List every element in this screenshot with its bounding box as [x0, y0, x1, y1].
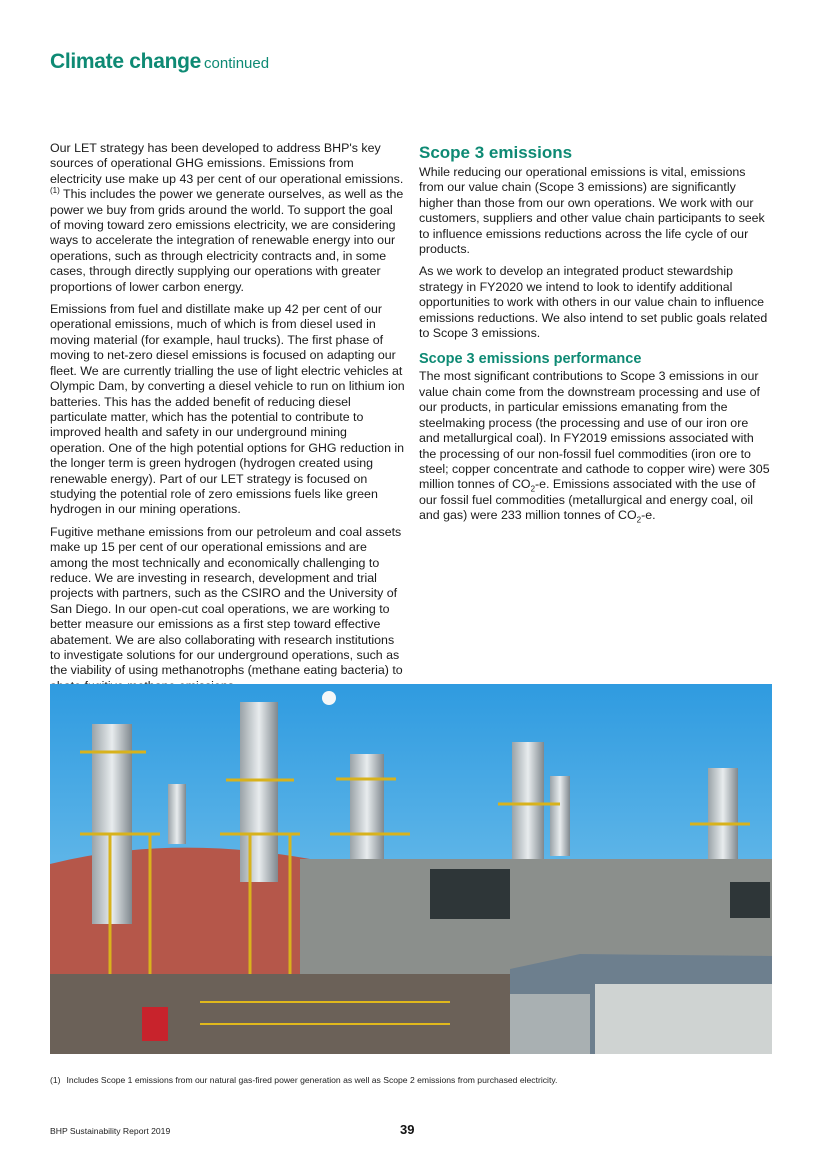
paragraph-scope3-intro: While reducing our operational emissions is vital, emissions from our value chain (Scope 3 emissions) are significantly higher than those from our own operations. We work with our customers, suppliers and other value chain participants to seek to influence emissions reductions across the life cycle of our products. [419, 165, 765, 257]
section-subtitle: continued [204, 55, 270, 72]
footnote-number: (1) [50, 1075, 61, 1085]
paragraph-scope3-performance: The most significant contributions to Scope 3 emissions in our value chain come from the downstream processing and use of our products, in particular emissions emanating from the steelmaking process (the processing and use of our iron ore and metallurgical coal). In FY2019 emissions associated with the processing of our non-fossil fuel commodities (iron ore to steel; copper concentrate and cathode to copper wire) were 305 million tonnes of $CO_2-e$. Emissions associated with the use of our fossil fuel commodities (metallurgical and energy coal, oil and gas) were 233 million tonnes of $CO_2-e$. [419, 369, 770, 525]
footnote-ref[interactable]: (1) [50, 186, 60, 196]
paragraph-electricity: Our LET strategy has been developed to address BHP's key sources of operational GHG emissions. Emissions from electricity use make up 43 per cent of our operational emissions.$^{(1)}$ This includes the power we generate ourselves, as well as the power we buy from grids around the world. To support the goal of moving toward zero emissions electricity, we are considering ways to accelerate the integration of renewable energy into our operations, such as through electricity contracts and, in some cases, through directly supplying our operations with greater proportions of lower carbon energy. [50, 141, 404, 294]
paragraph-fugitive-methane: Fugitive methane emissions from our petroleum and coal assets make up 15 per cent of our operational emissions and are among the most technically and economically challenging to reduce. We are investing in research, development and trial projects with partners, such as the CSIRO and the University of San Diego. In our open-cut coal operations, we are working to better measure our emissions as a first step toward effective abatement. We are also collaborating with research institutions to investigate solutions for our underground operations, such as the viability of using methanotrophs (methane eating bacteria) to [50, 524, 403, 678]
scope3-heading: Scope 3 emissions [419, 143, 573, 162]
footer-report-title: BHP Sustainability Report 2019 [50, 1126, 171, 1136]
footnote [50, 1075, 557, 1085]
scope3-performance-heading: Scope 3 emissions performance [419, 351, 642, 368]
paragraph-product-stewardship: As we work to develop an integrated product stewardship strategy in FY2020 we intend to look to identify additional opportunities to work with others in our value chain to influence emissions reductions. We also intend to set public goals related to Scope 3 emissions. [419, 264, 768, 341]
paragraph-fuel-distillate: Emissions from fuel and distillate make up 42 per cent of our operational emissions, much of which is from diesel used in moving material (for example, haul trucks). The first phase of moving to net-zero diesel emissions is focused on adapting our fleet. We are currently trialling the use of light electric vehicles at Olympic Dam, by converting a diesel vehicle to run on lithium ion batteries. This has the added benefit of reducing diesel particulate matter, which has the potential to contribute to improved health and safety in our underground mining operation. One of the high potential options for GHG reduction in the longer term is green hydrogen (hydrogen created using renewable energy). Part of our LET strategy is focused on studying the potential role of zero emissions fuels like green hydrogen in our mining operations. [50, 302, 405, 517]
page-number: 39 [400, 1122, 415, 1137]
page-header [50, 50, 269, 74]
power-station-photo [50, 684, 772, 1054]
right-column [419, 141, 771, 531]
section-title: Climate change [50, 50, 202, 73]
footnote-text: Includes Scope 1 emissions from our natural gas-fired power generation as well as Scope 2 emissions from purchased electricity. [66, 1075, 558, 1085]
left-column [50, 141, 405, 701]
